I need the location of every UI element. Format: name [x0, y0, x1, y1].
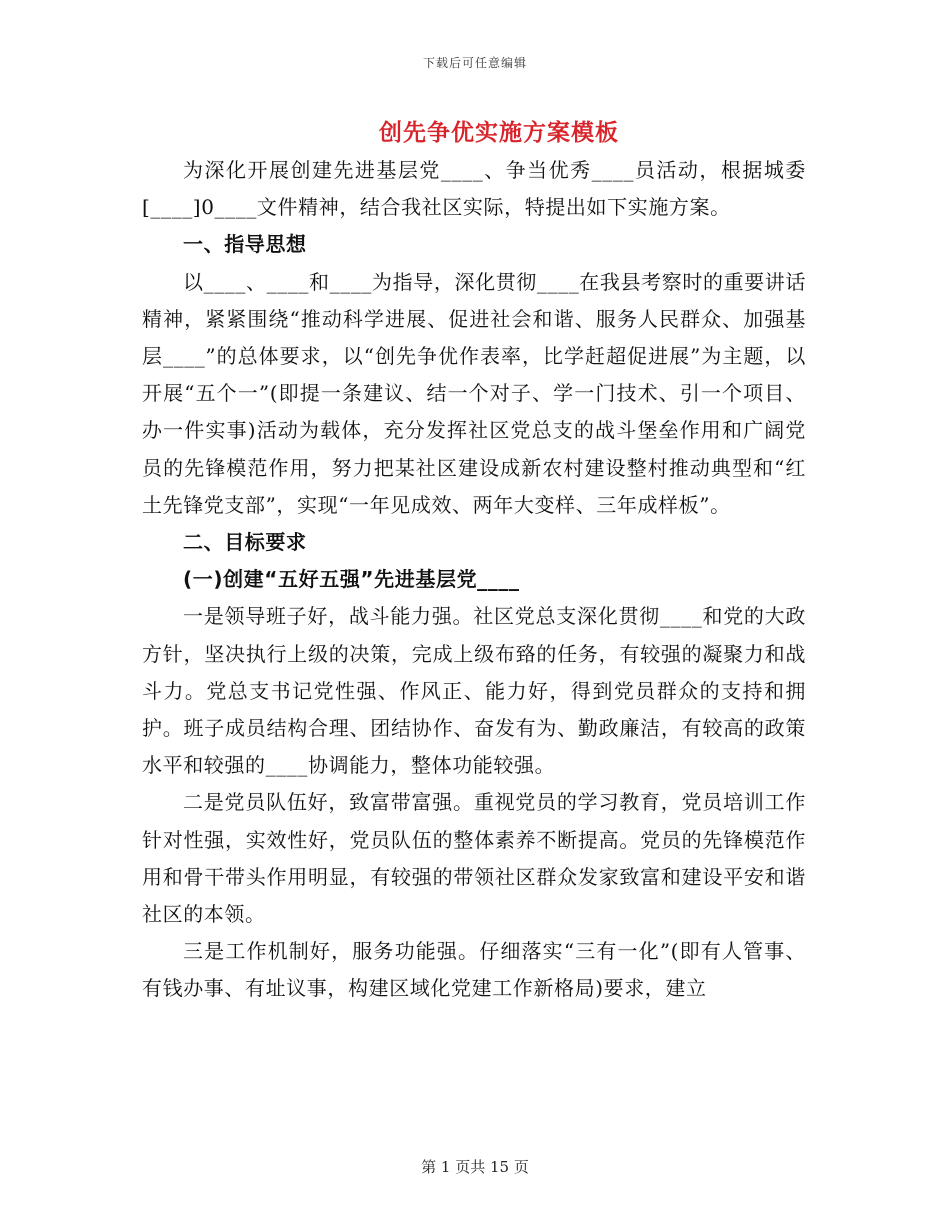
page-footer: 第 1 页共 15 页: [421, 1158, 529, 1176]
document-title: 创先争优实施方案模板: [379, 119, 619, 146]
document-body: [142, 152, 806, 1008]
header-note: 下载后可任意编辑: [422, 56, 527, 70]
goal-two-paragraph: 二是党员队伍好，致富带富强。重视党员的学习教育，党员培训工作针对性强，实效性好，党员队伍的整体素养不断提高。党员的先锋模范作用和骨干带头作用明显，有较强的带领社区群众发家致富和建设平安和谐社区的本领。: [142, 790, 806, 927]
subsection-heading-five-good: (一)创建“五好五强”先进基层党____: [183, 567, 520, 592]
section-heading-guiding-thought: 一、指导思想: [183, 232, 307, 257]
goal-one-paragraph: 一是领导班子好，战斗能力强。社区党总支深化贯彻____和党的大政方针，坚决执行上级的决策，完成上级布臵的任务，有较强的凝聚力和战斗力。党总支书记党性强、作风正、能力好，得到党员群众的支持和拥护。班子成员结构合理、团结协作、奋发有为、勤政廉洁，有较高的政策水平和较强的____协调能力，整体功能较强。: [142, 604, 806, 778]
section-heading-goals: 二、目标要求: [183, 530, 307, 555]
intro-paragraph: 为深化开展创建先进基层党____、争当优秀____员活动，根据城委[____]0____文件精神，结合我社区实际，特提出如下实施方案。: [142, 158, 806, 220]
guiding-thought-paragraph: 以____、____和____为指导，深化贯彻____在我县考察时的重要讲话精神，紧紧围绕“推动科学进展、促进社会和谐、服务人民群众、加强基层____”的总体要求，以“创先争优作表率，比学赶超促进展”为主题，以开展“五个一”(即提一条建议、结一个对子、学一门技术、引一个项目、办一件实事)活动为载体，充分发挥社区党总支的战斗堡垒作用和广阔党员的先锋模范作用，努力把某社区建设成新农村建设整村推动典型和“红土先锋党支部”，实现“一年见成效、两年大变样、三年成样板”。: [142, 269, 806, 517]
goal-three-paragraph: 三是工作机制好，服务功能强。仔细落实“三有一化”(即有人管事、有钱办事、有址议事，构建区域化党建工作新格局)要求，建立: [142, 939, 806, 1001]
